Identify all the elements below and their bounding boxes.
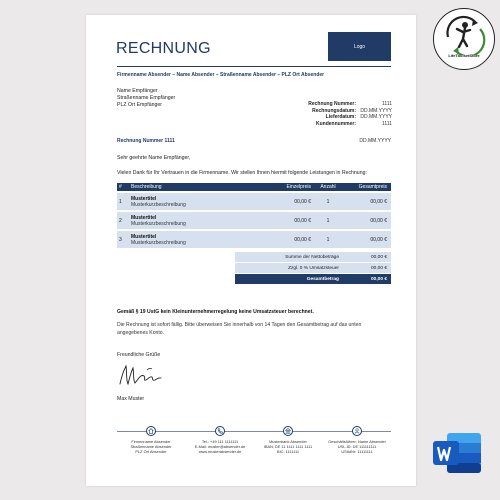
col-number: # (119, 184, 122, 190)
tax-label: Zzgl. 0 % Umsatzsteuer (288, 265, 339, 271)
col-total: Gesamtpreis (358, 184, 387, 190)
row-number: 3 (119, 236, 122, 243)
footer-line: E-Mail: muster@absender.de (194, 444, 246, 449)
grand-total-value: 00,00 € (370, 276, 387, 282)
sender-line: Firmenname Absender – Name Absender – Straßenname Absender – PLZ Ort Absender (117, 72, 325, 78)
footer-line: Straßenname Absender (130, 444, 172, 449)
footer-line: Tel.: +49 111 1111111 (201, 439, 239, 444)
store-badge-text: LifeToolsetStore (448, 53, 480, 58)
table-header (117, 183, 391, 191)
net-sum-row (235, 252, 391, 262)
store-badge (433, 8, 495, 70)
footer-address (117, 439, 185, 454)
word-app-icon (431, 431, 483, 475)
phone-icon (215, 426, 225, 436)
recipient-address (117, 88, 175, 109)
signature (117, 362, 177, 390)
totals-block (235, 252, 391, 285)
footer-management (323, 439, 391, 454)
row-price: 00,00 € (294, 217, 311, 224)
meta-label: Rechnung Nummer: (308, 101, 356, 107)
row-qty: 1 (326, 217, 330, 224)
recipient-street: Straßenname Empfänger (117, 95, 176, 101)
footer-line: IBAN: DE 11 1111 1111 1111 (263, 444, 313, 449)
table-row (117, 231, 391, 248)
meta-label: Kundennummer: (316, 120, 356, 127)
signer-name: Max Muster (117, 396, 145, 402)
col-quantity: Anzahl (320, 184, 336, 190)
intro-text: Vielen Dank für Ihr Vertrauen in die Firmenname. Wir stellen Ihnen hiermit folgende Leistungen in Rechnung: (117, 170, 367, 176)
bank-icon (283, 426, 293, 436)
col-description: Beschreibung (131, 184, 162, 190)
logo-placeholder: Logo (328, 32, 391, 61)
invoice-page (86, 15, 416, 486)
meta-row (290, 101, 392, 108)
footer-line: UStIdNr: 11111111 (341, 449, 373, 454)
row-description (125, 234, 265, 246)
row-title: Mustertitel (131, 214, 157, 221)
meta-value: DD.MM.YYYY (360, 107, 392, 114)
footer-line: Firmenname Absender (131, 439, 171, 444)
row-price: 00,00 € (294, 198, 311, 205)
meta-row (290, 121, 392, 128)
meta-value: DD.MM.YYYY (360, 114, 392, 121)
person-icon (352, 426, 362, 436)
closing-regards: Freundliche Grüße (117, 352, 161, 358)
row-total: 00,00 € (370, 236, 387, 243)
invoice-heading: Rechnung Nummer 1111 (117, 138, 175, 144)
invoice-heading-date: DD.MM.YYYY (359, 138, 391, 144)
document-title: RECHNUNG (116, 40, 211, 57)
footer-line: PLZ Ort Absender (135, 449, 167, 454)
footer (117, 424, 391, 464)
meta-row (290, 114, 392, 121)
row-description (125, 196, 265, 208)
recipient-city: PLZ Ort Empfänger (117, 102, 162, 108)
meta-value: 1111 (381, 101, 392, 107)
store-logo-icon (434, 11, 494, 55)
row-title: Mustertitel (131, 233, 157, 240)
tax-note: Gemäß § 19 UstG kein Kleinunternehmerregelung keine Umsatzsteuer berechnet. (117, 309, 314, 315)
footer-line: USt.-ID: DE 111111111 (337, 444, 377, 449)
table-row (117, 212, 391, 229)
invoice-meta (290, 101, 392, 127)
line-items-table (117, 183, 391, 248)
footer-line: www.musterabsender.de (198, 449, 242, 454)
grand-total-row (235, 274, 391, 284)
row-subtitle: Musterkurzbeschreibung (131, 201, 186, 208)
footer-bank (254, 439, 322, 454)
title-divider (117, 66, 391, 67)
footer-contact (186, 439, 254, 454)
net-sum-value: 00,00 € (370, 254, 387, 260)
table-row (117, 193, 391, 210)
meta-row (290, 108, 392, 115)
greeting: Sehr geehrte Name Empfänger, (117, 155, 191, 161)
row-qty: 1 (326, 236, 330, 243)
tax-row (235, 263, 391, 273)
row-title: Mustertitel (131, 195, 157, 202)
row-total: 00,00 € (370, 217, 387, 224)
payment-note: Die Rechnung ist sofort fällig. Bitte überweisen Sie innerhalb von 14 Tagen den Gesamtbetrag auf das unten angegebenes Konto. (117, 322, 362, 336)
row-price: 00,00 € (294, 236, 311, 243)
footer-divider (117, 431, 391, 432)
row-number: 1 (119, 198, 122, 205)
footer-line: BIC: 1111111 (276, 449, 300, 454)
house-icon (146, 426, 156, 436)
row-description (125, 215, 265, 227)
tax-value: 00,00 € (370, 265, 387, 271)
row-subtitle: Musterkurzbeschreibung (131, 220, 186, 227)
col-unit-price: Einzelpreis (286, 184, 311, 190)
row-subtitle: Musterkurzbeschreibung (131, 239, 186, 246)
row-number: 2 (119, 217, 122, 224)
grand-total-label: Gesamtbetrag (306, 276, 339, 282)
meta-label: Rechnungsdatum: (312, 107, 356, 114)
net-sum-label: Summe der Nettobeträge (285, 254, 339, 260)
row-qty: 1 (326, 198, 330, 205)
meta-label: Lieferdatum: (325, 114, 356, 121)
row-total: 00,00 € (370, 198, 387, 205)
footer-line: Geschäftsführer: Name Absender (328, 439, 386, 444)
footer-line: Musterbank Absender (269, 439, 307, 444)
meta-value: 1111 (381, 120, 392, 127)
recipient-name: Name Empfänger (117, 88, 158, 94)
